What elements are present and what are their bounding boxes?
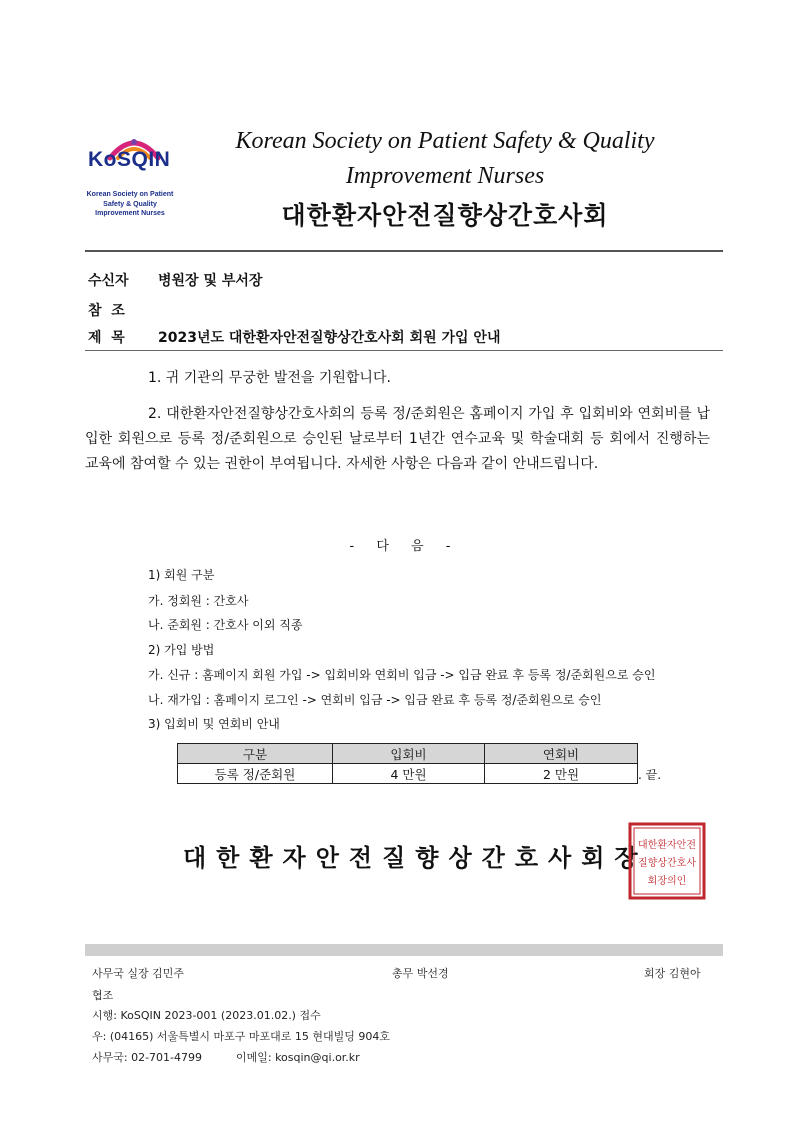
end-mark: . 끝.: [638, 768, 662, 782]
detail-item: 나. 재가입 : 홈페이지 로그인 -> 연회비 입금 -> 입금 완료 후 등록 정/준회원으로 승인: [148, 693, 602, 707]
seal-text-line: 대한환자안전: [638, 840, 696, 851]
fee-table-header-cell: 연회비: [485, 744, 638, 764]
footer-staff-1: 사무국 실장 김민주: [92, 967, 185, 980]
seal-text-line: 질향상간호사: [638, 858, 696, 869]
header-divider: [85, 250, 723, 252]
detail-item: 3) 입회비 및 연회비 안내: [148, 717, 280, 731]
org-name-korean: 대한환자안전질향상간호사회: [281, 201, 609, 230]
footer-address: 우: (04165) 서울특별시 마포구 마포대로 15 현대빌딩 904호: [92, 1030, 391, 1043]
org-name-english-line1: Korean Society on Patient Safety & Quality: [235, 128, 655, 154]
footer-doc-number: 시행: KoSQIN 2023-001 (2023.01.02.) 접수: [92, 1009, 321, 1022]
fee-table-cell: 4 만원: [333, 764, 485, 784]
official-seal-icon: [628, 822, 706, 900]
subject-label: 제 목: [88, 330, 125, 346]
footer-staff-3: 회장 김현아: [644, 967, 701, 980]
detail-item: 가. 정회원 : 간호사: [148, 594, 249, 608]
detail-item: 1) 회원 구분: [148, 568, 215, 582]
fee-table: [177, 743, 638, 784]
reference-row: [88, 300, 158, 320]
footer-phone: 사무국: 02-701-4799: [92, 1051, 203, 1064]
detail-item: 나. 준회원 : 간호사 이외 직종: [148, 618, 303, 632]
seal-text-line: 회장의인: [647, 876, 687, 887]
footer-bar: [85, 944, 723, 956]
detail-item: 가. 신규 : 홈페이지 회원 가입 -> 입회비와 연회비 입금 -> 입금 완료 후 등록 정/준회원으로 승인: [148, 668, 656, 682]
logo-subtitle: [82, 190, 178, 219]
footer-cooperation: 협조: [92, 989, 114, 1002]
footer-staff-2: 총무 박선경: [392, 967, 449, 980]
logo-brand: KoSQIN: [88, 148, 171, 171]
recipient-label: 수신자: [88, 273, 129, 289]
fee-table-cell: 2 만원: [485, 764, 638, 784]
recipient-value: 병원장 및 부서장: [158, 273, 263, 289]
fee-table-row: [178, 764, 638, 784]
fee-table-header-cell: 구분: [178, 744, 333, 764]
subject-row: [88, 327, 500, 347]
recipient-row: [88, 270, 262, 290]
president-signature: 대한환자안전질향상간호사회장: [183, 843, 648, 872]
kosqin-logo: [82, 134, 182, 224]
logo-sub-line: Korean Society on Patient: [86, 191, 174, 198]
body-paragraph-2: [85, 402, 710, 477]
reference-label: 참 조: [88, 303, 125, 319]
details-title: - 다 음 -: [349, 539, 451, 554]
fee-table-header-row: [178, 744, 638, 764]
detail-item: 2) 가입 방법: [148, 643, 215, 657]
fee-table-header-cell: 입회비: [333, 744, 485, 764]
footer-email: 이메일: kosqin@qi.or.kr: [236, 1051, 360, 1064]
body-paragraph-1: 1. 귀 기관의 무궁한 발전을 기원합니다.: [148, 370, 391, 386]
logo-sub-line: Safety & Quality: [103, 200, 157, 208]
org-name-english-line2: Improvement Nurses: [345, 163, 545, 189]
fee-table-cell: 등록 정/준회원: [178, 764, 333, 784]
body-paragraph-2-text: 2. 대한환자안전질향상간호사회의 등록 정/준회원은 홈페이지 가입 후 입회비와 연회비를 납입한 회원으로 등록 정/준회원으로 승인된 날로부터 1년간 연수교육 및 학술대회 등 회에서 진행하는 교육에 참여할 수 있는 권한이 부여됩니다. 자세한 사항은 다음과 같이 안내드립니다.: [85, 406, 710, 472]
subject-value: 2023년도 대한환자안전질향상간호사회 회원 가입 안내: [158, 330, 501, 346]
subject-divider: [85, 350, 723, 351]
logo-sub-line: Improvement Nurses: [95, 210, 165, 217]
